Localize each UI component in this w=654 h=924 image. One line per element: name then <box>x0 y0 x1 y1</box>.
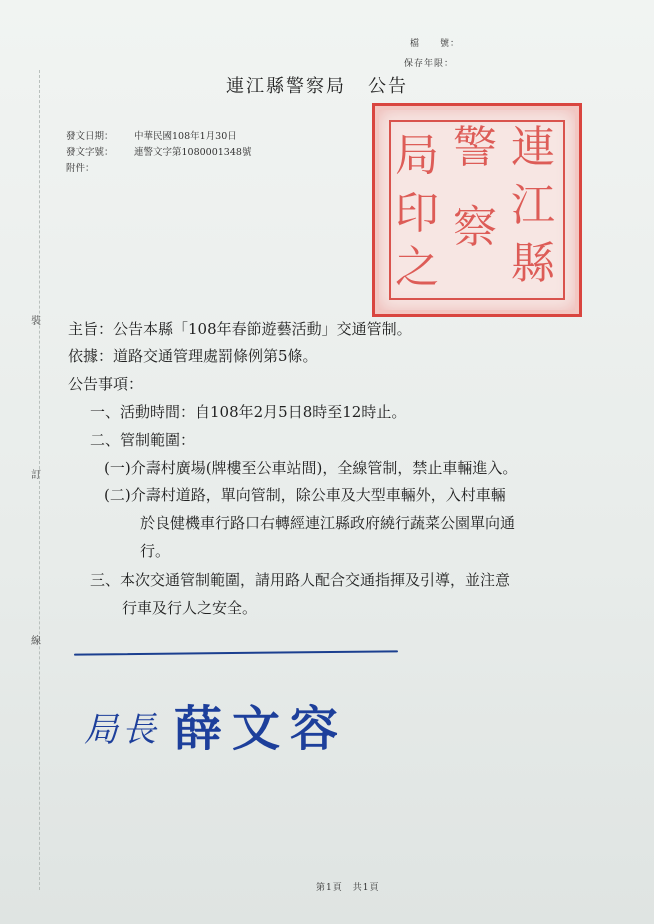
binding-mark: 訂 <box>31 470 41 481</box>
reference-number-label: 發文字號： <box>66 147 114 158</box>
file-number-label: 檔 號： <box>410 39 461 49</box>
seal-character: 之 <box>395 242 439 293</box>
attachment-label: 附件： <box>66 163 95 174</box>
seal-character: 警 <box>453 122 497 173</box>
seal-character: 縣 <box>511 238 555 289</box>
subject-line: 主旨：公告本縣「108年春節遊藝活動」交通管制。 <box>68 320 412 338</box>
page-number: 第1頁 共1頁 <box>316 883 380 893</box>
item-1: 一、活動時間：自108年2月5日8時至12時止。 <box>90 403 407 421</box>
issue-date-row <box>66 128 237 142</box>
item-3-continued: 行車及行人之安全。 <box>122 599 258 617</box>
attachment-row <box>66 160 134 174</box>
item-2-2-continued: 於良健機車行路口右轉經連江縣政府繞行蔬菜公園單向通 <box>140 514 516 532</box>
item-2-1: (一)介壽村廣場(牌樓至公車站間)，全線管制，禁止車輛進入。 <box>104 459 518 477</box>
signature-rule <box>74 650 398 655</box>
issue-date-label: 發文日期： <box>66 131 114 142</box>
retention-label: 保存年限： <box>404 59 455 69</box>
items-heading: 公告事項： <box>68 375 144 393</box>
title-type: 公告 <box>368 76 408 97</box>
item-3: 三、本次交通管制範圍，請用路人配合交通指揮及引導，並注意 <box>90 571 511 589</box>
binding-mark: 線 <box>31 636 41 647</box>
signature-name: 薛文容 <box>174 701 349 757</box>
seal-character: 連 <box>511 122 555 173</box>
seal-character: 江 <box>511 180 555 231</box>
official-seal-stamp <box>372 103 582 317</box>
reference-number-row <box>66 144 251 158</box>
page-title <box>226 72 408 98</box>
reference-number-value: 連警文字第1080001348號 <box>134 147 252 158</box>
issue-date-value: 中華民國108年1月30日 <box>134 131 237 142</box>
basis-line: 依據：道路交通管理處罰條例第5條。 <box>68 347 318 365</box>
signature-role: 局長 <box>84 710 160 750</box>
item-2: 二、管制範圍： <box>90 431 196 449</box>
binding-mark: 裝 <box>31 316 41 327</box>
item-2-2-continued: 行。 <box>140 542 171 560</box>
seal-character: 局 <box>395 130 439 181</box>
item-2-2: (二)介壽村道路，單向管制，除公車及大型車輛外，入村車輛 <box>104 486 506 504</box>
director-signature <box>84 690 348 759</box>
title-organization: 連江縣警察局 <box>226 76 346 97</box>
seal-character: 察 <box>453 202 497 253</box>
seal-character: 印 <box>395 188 439 239</box>
